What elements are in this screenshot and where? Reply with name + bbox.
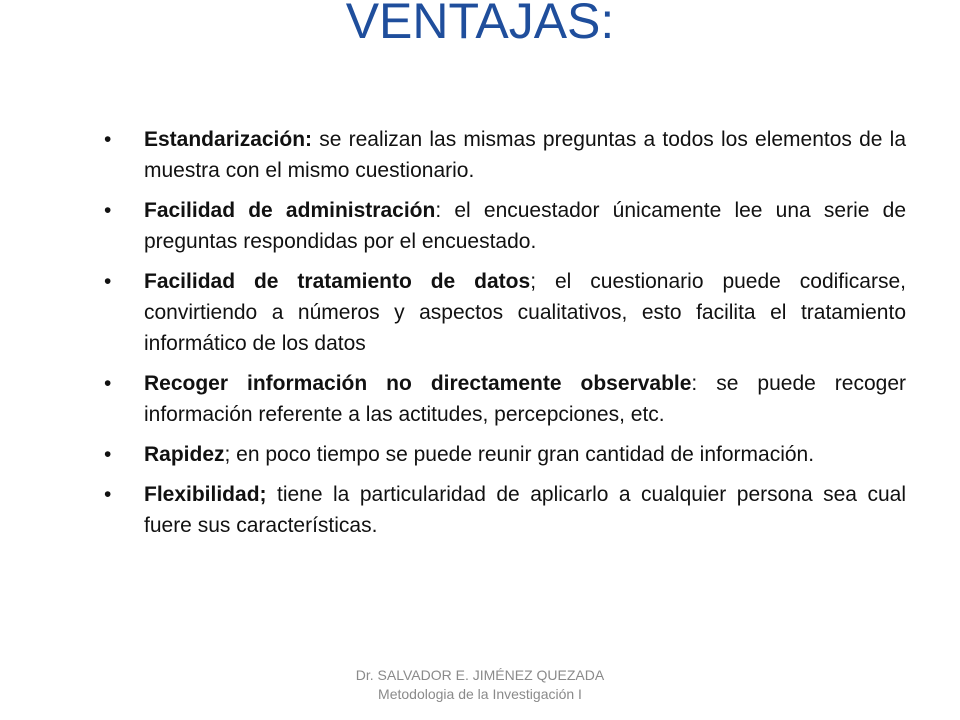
bullet-term: Rapidez [144,443,225,466]
bullet-item-administracion [100,195,906,257]
bullet-text: ; el cuestionario puede codificarse, convirtiendo a números y aspectos cualitativos, esto facilita el tratamiento informático de los datos [144,270,906,355]
bullet-text: ; en poco tiempo se puede reunir gran cantidad de información. [224,443,815,466]
bullet-term: Flexibilidad; [144,483,267,506]
footer-course: Metodologia de la Investigación I [378,686,582,702]
bullet-item-informacion [100,368,906,430]
bullet-text: : el encuestador únicamente lee una serie de preguntas respondidas por el encuestado. [144,199,906,253]
bullet-list [100,124,906,550]
bullet-text: tiene la particularidad de aplicarlo a cualquier persona sea cual fuere sus características. [144,483,906,537]
footer-author: Dr. SALVADOR E. JIMÉNEZ QUEZADA [355,667,605,683]
bullet-dot-icon: • [104,443,112,466]
bullet-item-estandarizacion [100,124,906,186]
slide-title: VENTAJAS: [345,0,615,49]
bullet-term: Estandarización: [144,128,313,151]
bullet-term: Facilidad de tratamiento de datos [144,270,531,293]
bullet-dot-icon: • [104,483,112,506]
bullet-term: Facilidad de administración [144,199,436,222]
bullet-text: : se puede recoger información referente a las actitudes, percepciones, etc. [144,372,906,426]
bullet-dot-icon: • [104,199,112,222]
bullet-dot-icon: • [104,270,112,293]
bullet-text: se realizan las mismas preguntas a todos los elementos de la muestra con el mismo cuestionario. [144,128,906,182]
bullet-dot-icon: • [104,372,112,395]
bullet-dot-icon: • [104,128,112,151]
bullet-item-rapidez [100,439,906,470]
bullet-item-tratamiento [100,266,906,359]
bullet-item-flexibilidad [100,479,906,541]
bullet-term: Recoger información no directamente observable [144,372,692,395]
slide-footer [0,666,960,704]
